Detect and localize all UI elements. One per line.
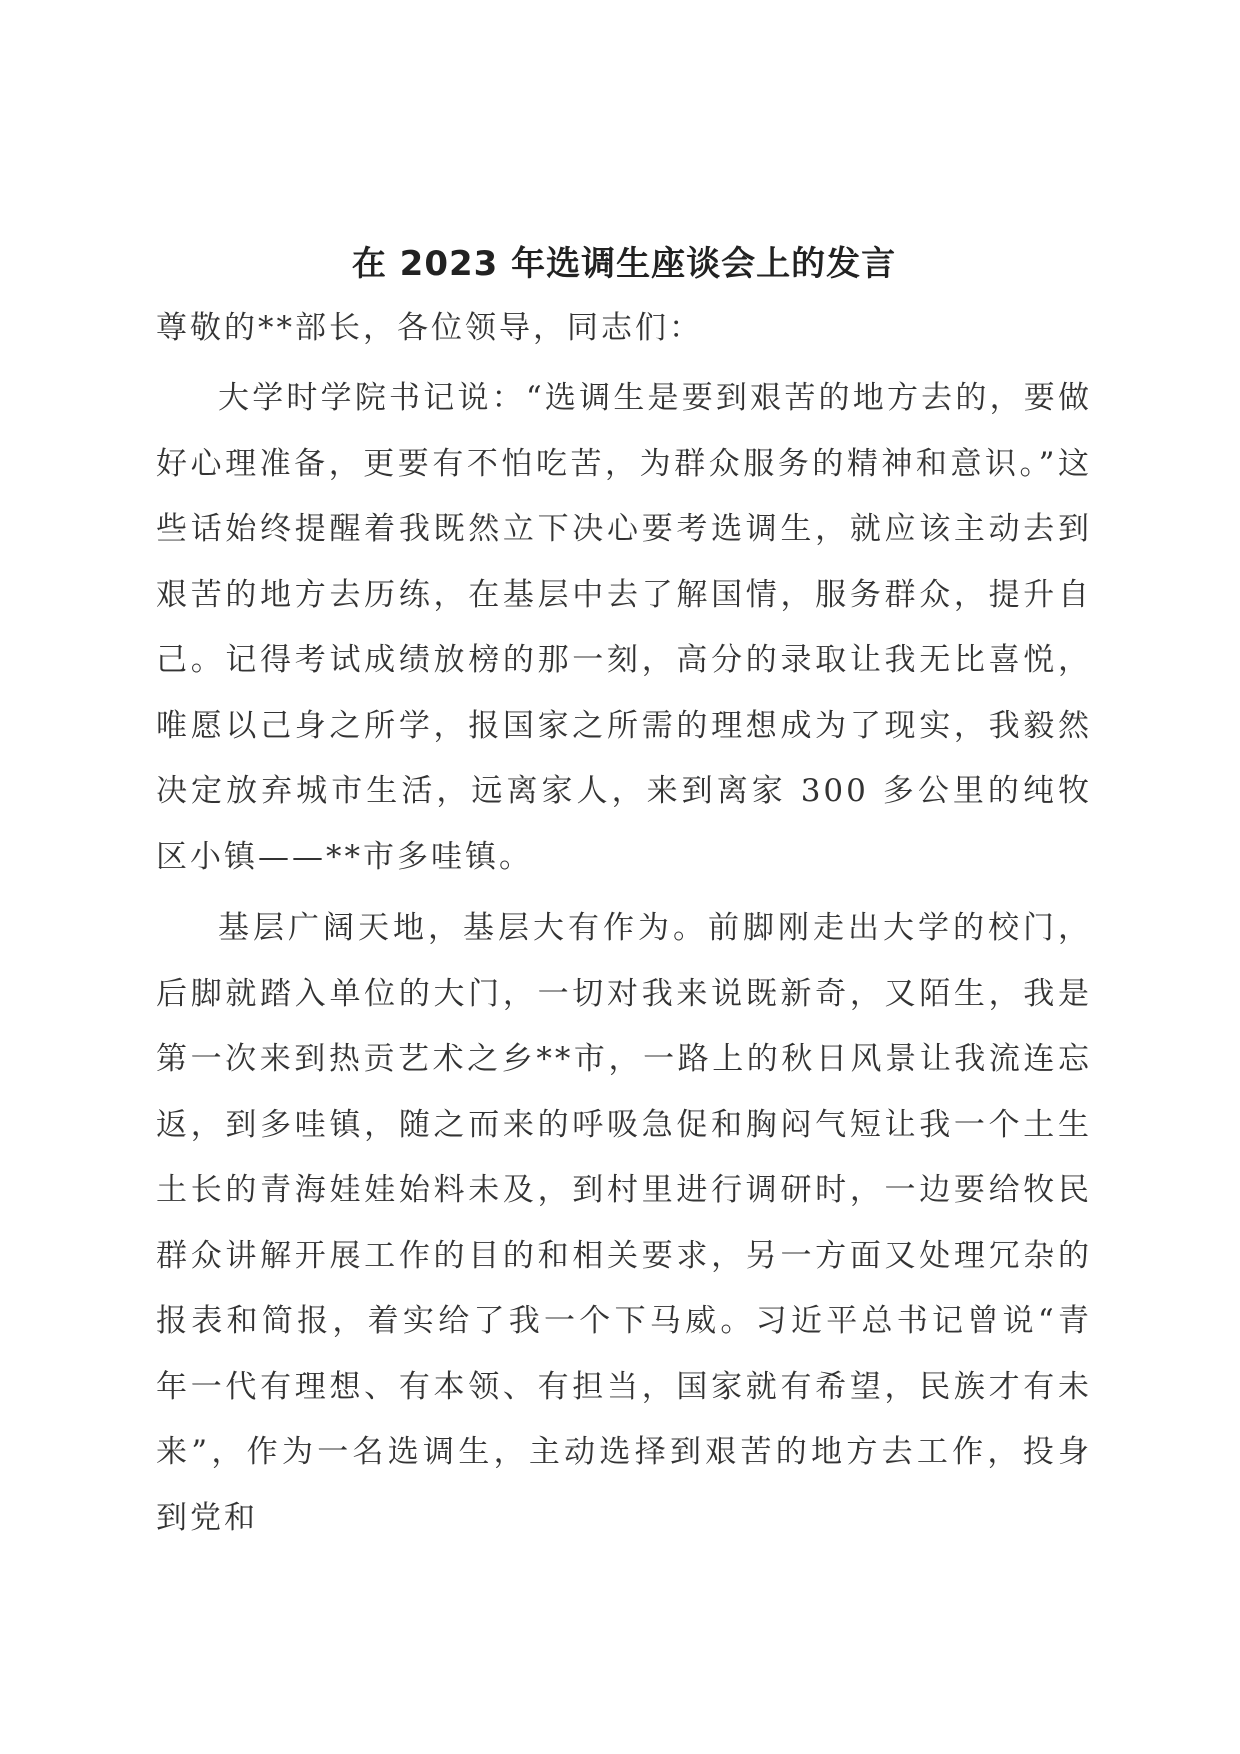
document-title: 在 2023 年选调生座谈会上的发言 [351,244,897,284]
paragraph-1: 大学时学院书记说：“选调生是要到艰苦的地方去的，要做好心理准备，更要有不怕吃苦，为群众服务的精神和意识。”这些话始终提醒着我既然立下决心要考选调生，就应该主动去到艰苦的地方去历练，在基层中去了解国情，服务群众，提升自己。记得考试成绩放榜的那一刻，高分的录取让我无比喜悦，唯愿以己身之所学，报国家之所需的理想成为了现实，我毅然决定放弃城市生活，远离家人，来到离家 300 多公里的纯牧区小镇——**市多哇镇。 [156,380,1092,875]
salutation: 尊敬的**部长，各位领导，同志们： [156,310,703,346]
document-body [156,232,1092,1557]
paragraph-2: 基层广阔天地，基层大有作为。前脚刚走出大学的校门，后脚就踏入单位的大门，一切对我来说既新奇，又陌生，我是第一次来到热贡艺术之乡**市，一路上的秋日风景让我流连忘返，到多哇镇，随之而来的呼吸急促和胸闷气短让我一个土生土长的青海娃娃始料未及，到村里进行调研时，一边要给牧民群众讲解开展工作的目的和相关要求，另一方面又处理冗杂的报表和简报，着实给了我一个下马威。习近平总书记曾说“青年一代有理想、有本领、有担当，国家就有希望，民族才有未来”，作为一名选调生，主动选择到艰苦的地方去工作，投身到党和 [156,910,1092,1536]
